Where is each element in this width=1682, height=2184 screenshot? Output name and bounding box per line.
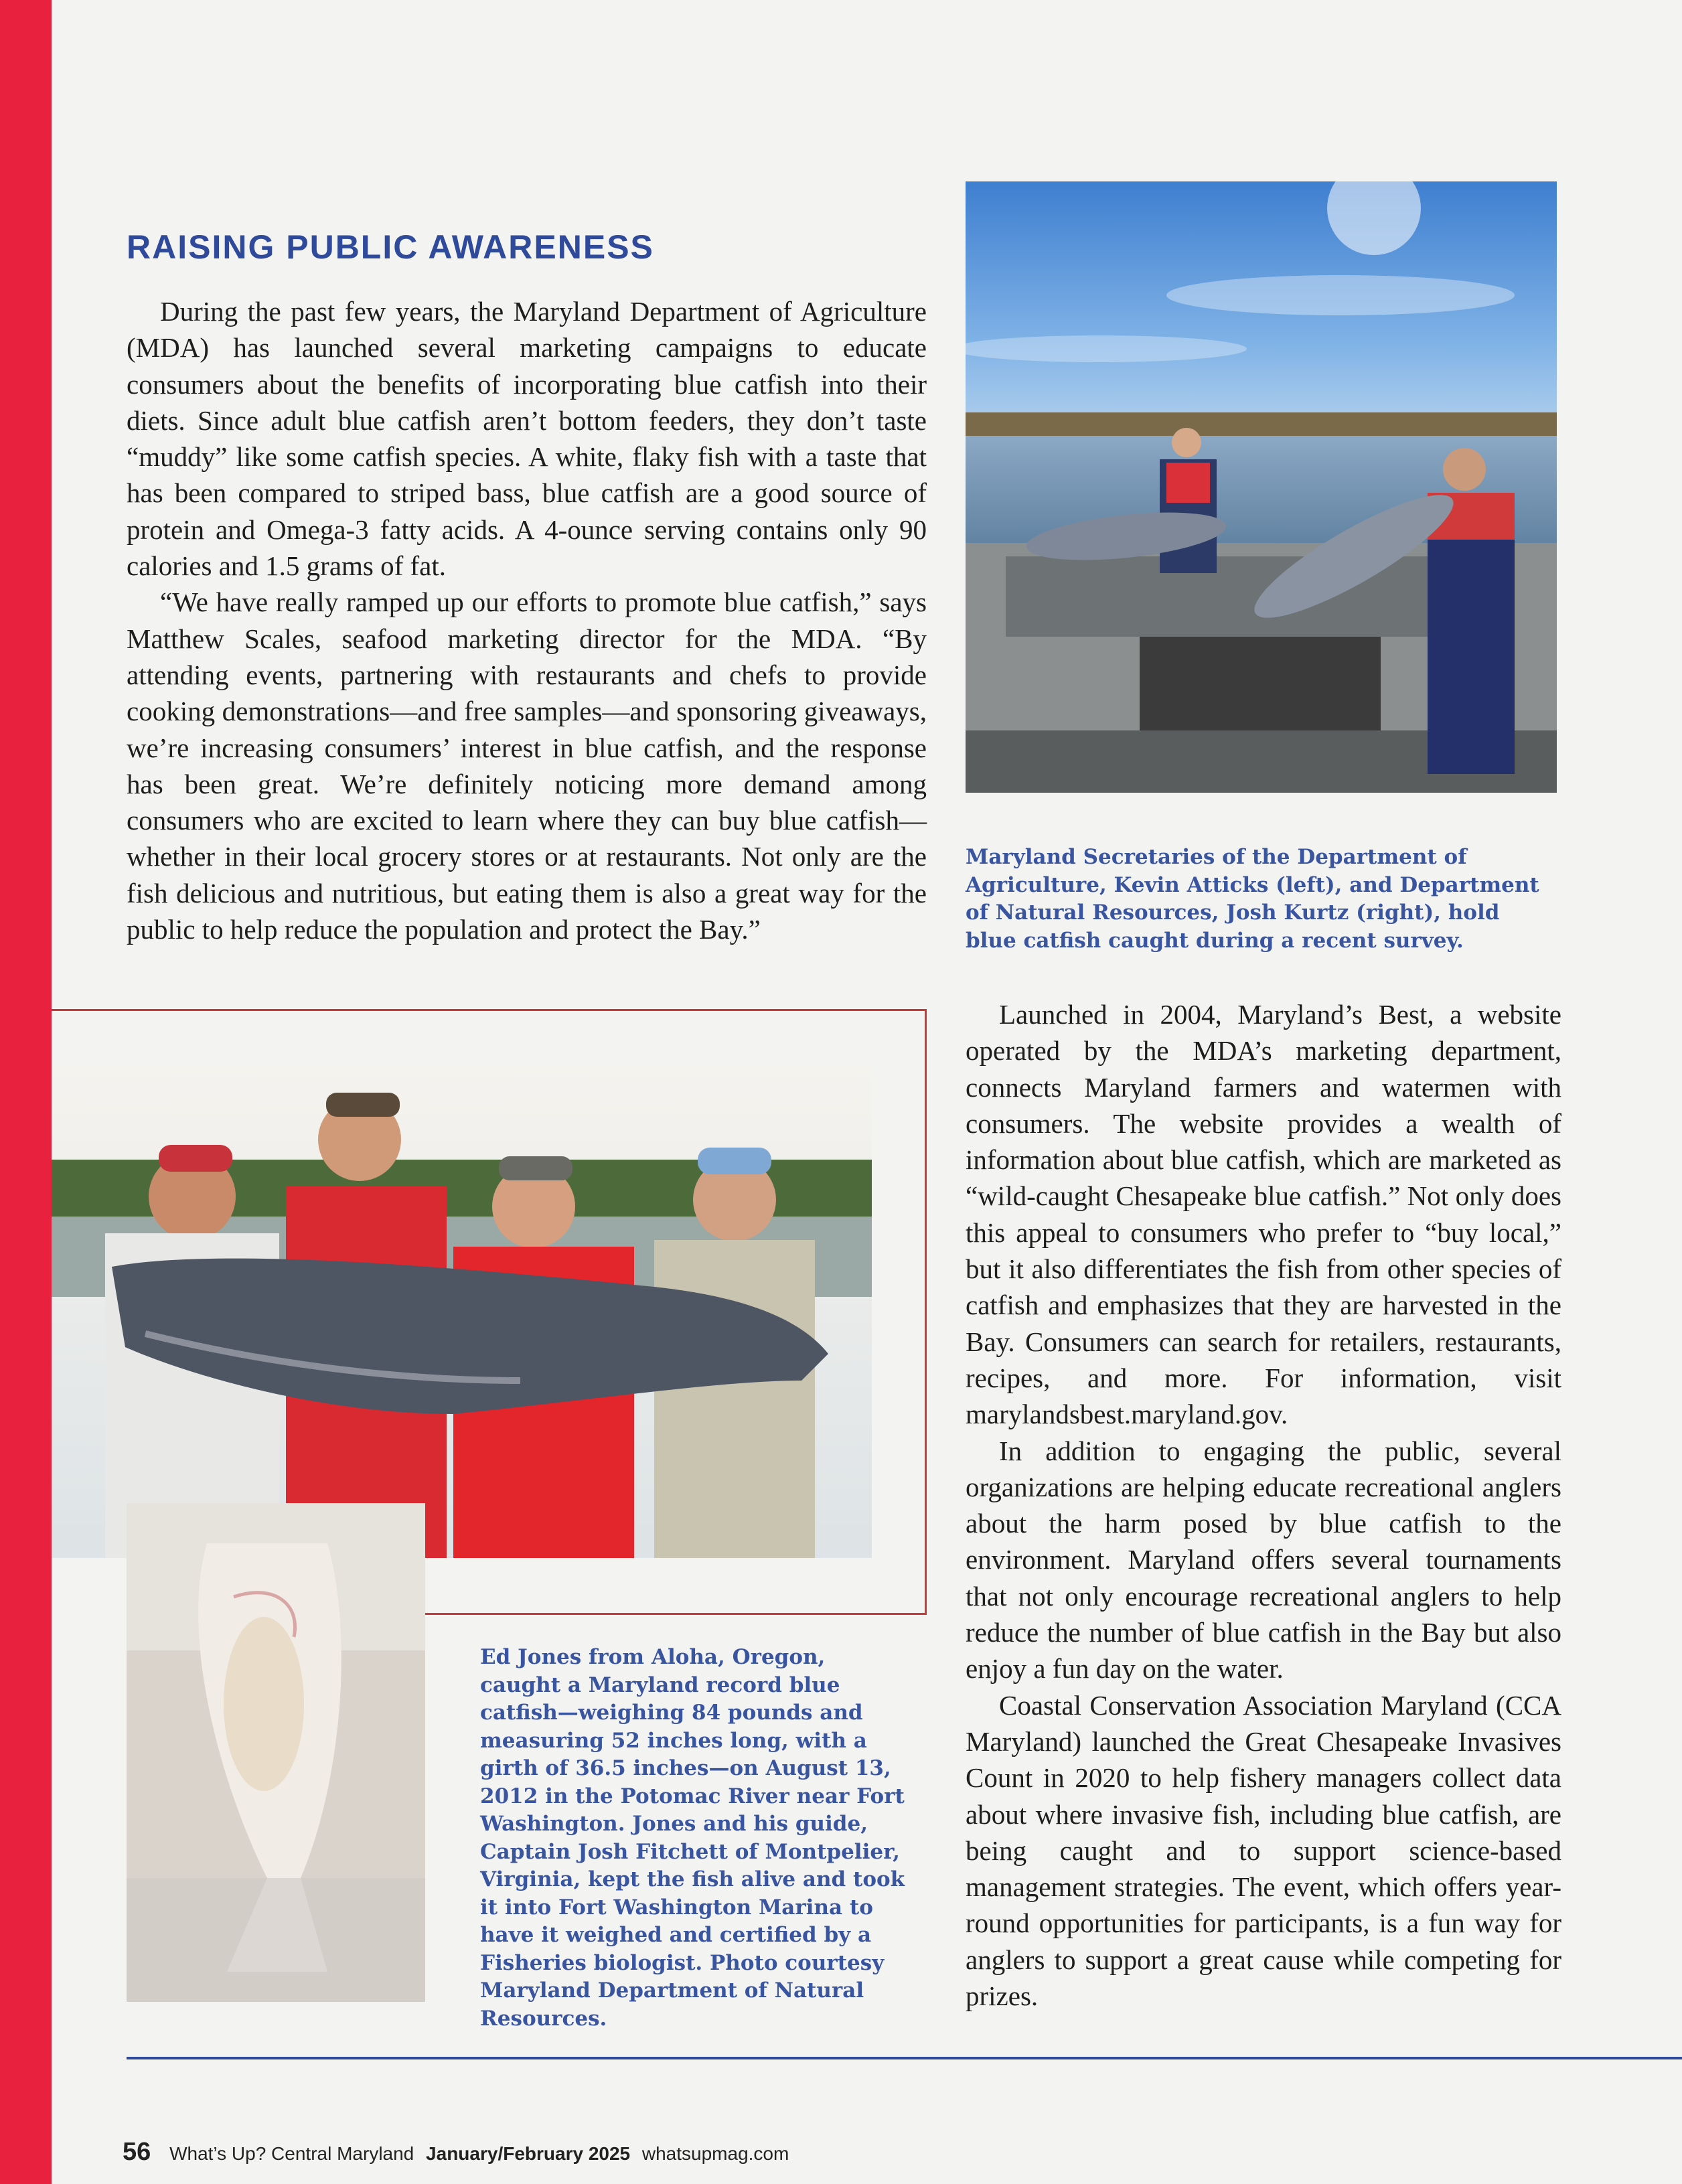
- article-left-column: [127, 293, 927, 947]
- secretaries-photo-caption: Maryland Secretaries of the Department of Agriculture, Kevin Atticks (left), and Department of Natural Resources, Josh Kurtz (right), hold blue catfish caught during a recent survey.: [966, 845, 1539, 953]
- article-paragraph: Coastal Conservation Association Maryland (CCA Maryland) launched the Great Chesapeake Invasives Count in 2020 to help fishery managers collect data about where invasive fish, including blue catfish, are being caught and to support science-based management strategies. The event, which offers year-round opportunities for participants, is a fun way for anglers to support a great cause while competing for prizes.: [966, 1689, 1561, 2012]
- record-catfish-photo: [52, 1066, 872, 1558]
- article-paragraph: In addition to engaging the public, several organizations are helping educate recreational anglers about the harm posed by blue catfish to the environment. Maryland offers several tournaments that not only encourage recreational anglers to help reduce the number of blue catfish in the Bay but also enjoy a fun day on the water.: [966, 1435, 1561, 1685]
- publication-name: What’s Up? Central Maryland: [169, 2143, 414, 2164]
- page-footer: [123, 2138, 789, 2167]
- article-paragraph: Launched in 2004, Maryland’s Best, a website operated by the MDA’s marketing department, connects Maryland farmers and watermen with consumers. The website provides a wealth of information about blue catfish, which are marketed as “wild-caught Chesapeake blue catfish.” Not only does this appeal to consumers who prefer to “buy local,” but it also differentiates the fish from other species of catfish and emphasizes that they are harvested in the Bay. Consumers can search for retailers, restaurants, recipes, and more. For information, visit marylandsbest.maryland.gov.: [966, 999, 1561, 1430]
- page-edge-stripe: [0, 0, 52, 2184]
- photo-frame-top: [52, 1009, 926, 1011]
- footer-rule: [127, 2057, 1682, 2059]
- photo-frame-right: [925, 1009, 927, 1615]
- section-heading: RAISING PUBLIC AWARENESS: [127, 228, 654, 266]
- record-photo-caption: Ed Jones from Aloha, Oregon, caught a Maryland record blue catfish—weighing 84 pounds and measuring 52 inches long, with a girth of 36.5 inches—on August 13, 2012 in the Potomac River near Fort Washington. Jones and his guide, Captain Josh Fitchett of Montpelier, Virginia, kept the fish alive and took it into Fort Washington Marina to have it weighed and certified by a Fisheries biologist. Photo courtesy Maryland Department of Natural Resources.: [480, 1645, 905, 2031]
- article-right-column: [966, 996, 1561, 2014]
- page-number: 56: [123, 2138, 151, 2166]
- website-url[interactable]: whatsupmag.com: [641, 2143, 789, 2164]
- catfish-underside-photo: [127, 1503, 425, 2002]
- photo-frame-bottom: [425, 1613, 927, 1615]
- article-paragraph: “We have really ramped up our efforts to promote blue catfish,” says Matthew Scales, seafood marketing director for the MDA. “By attending events, partnering with restaurants and chefs to provide cooking demonstrations—and free samples—and sponsoring giveaways, we’re increasing consumers’ interest in blue catfish, and the response has been great. We’re definitely noticing more demand among consumers who are excited to learn where they can buy blue catfish—whether in their local grocery stores or at restaurants. Not only are the fish delicious and nutritious, but eating them is also a great way for the public to help reduce the population and protect the Bay.”: [127, 587, 927, 945]
- secretaries-photo: [966, 181, 1557, 793]
- issue-date: January/February 2025: [426, 2143, 631, 2164]
- article-paragraph: During the past few years, the Maryland Department of Agriculture (MDA) has launched several marketing campaigns to educate consumers about the benefits of incorporating blue catfish into their diets. Since adult blue catfish aren’t bottom feeders, they don’t taste “muddy” like some catfish species. A white, flaky fish with a taste that has been compared to striped bass, blue catfish are a good source of protein and Omega-3 fatty acids. A 4-ounce serving contains only 90 calories and 1.5 grams of fat.: [127, 296, 927, 582]
